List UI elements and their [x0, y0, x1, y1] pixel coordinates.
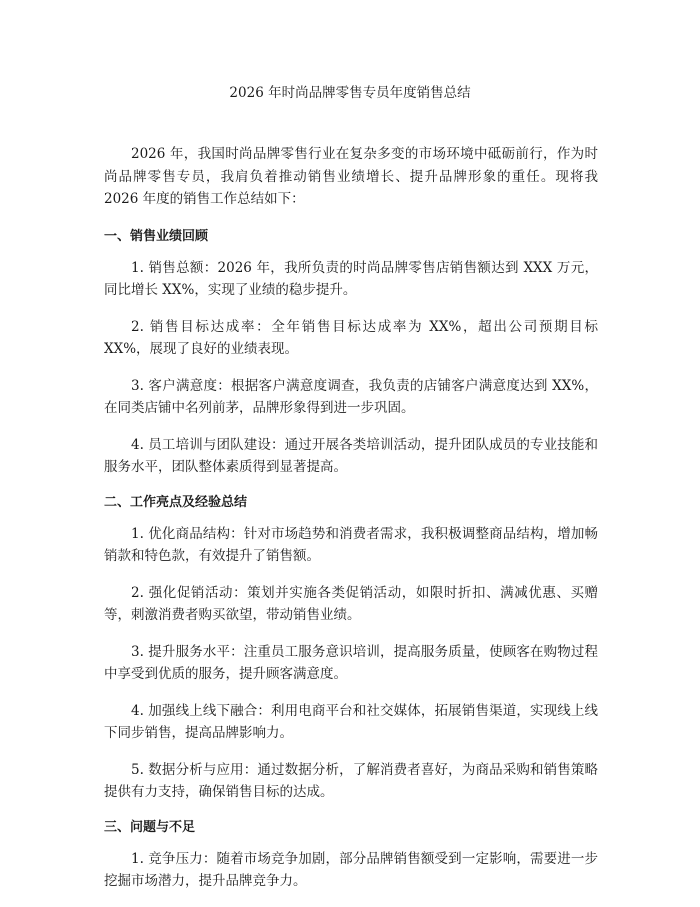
section-heading: 二、工作亮点及经验总结 [104, 494, 248, 510]
list-item: 1. 优化商品结构：针对市场趋势和消费者需求，我积极调整商品结构，增加畅销款和特色款，有效提升了销售额。 [104, 525, 598, 564]
intro-paragraph: 2026 年，我国时尚品牌零售行业在复杂多变的市场环境中砥砺前行，作为时尚品牌零售专员，我肩负着推动销售业绩增长、提升品牌形象的重任。现将我 2026 年度的销售工作总结如下： [104, 146, 598, 207]
section-sales-review [104, 227, 598, 479]
list-item: 1. 销售总额：2026 年，我所负责的时尚品牌零售店销售额达到 XXX 万元，同比增长 XX%，实现了业绩的稳步提升。 [104, 259, 598, 298]
section-heading: 一、销售业绩回顾 [104, 228, 209, 244]
section-problems [104, 818, 598, 893]
section-highlights [104, 493, 598, 804]
list-item: 5. 数据分析与应用：通过数据分析，了解消费者喜好，为商品采购和销售策略提供有力支持，确保销售目标的达成。 [104, 761, 598, 800]
section-heading: 三、问题与不足 [104, 819, 196, 835]
list-item: 2. 强化促销活动：策划并实施各类促销活动，如限时折扣、满减优惠、买赠等，刺激消费者购买欲望，带动销售业绩。 [104, 584, 598, 623]
list-item: 4. 加强线上线下融合：利用电商平台和社交媒体，拓展销售渠道，实现线上线下同步销售，提高品牌影响力。 [104, 702, 598, 741]
list-item: 1. 竞争压力：随着市场竞争加剧，部分品牌销售额受到一定影响，需要进一步挖掘市场潜力，提升品牌竞争力。 [104, 850, 598, 889]
list-item: 2. 销售目标达成率：全年销售目标达成率为 XX%，超出公司预期目标 XX%，展现了良好的业绩表现。 [104, 318, 598, 357]
document-body [104, 143, 598, 907]
list-item: 3. 客户满意度：根据客户满意度调查，我负责的店铺客户满意度达到 XX%，在同类店铺中名列前茅，品牌形象得到进一步巩固。 [104, 377, 598, 416]
list-item: 3. 提升服务水平：注重员工服务意识培训，提高服务质量，使顾客在购物过程中享受到优质的服务，提升顾客满意度。 [104, 643, 598, 682]
list-item: 4. 员工培训与团队建设：通过开展各类培训活动，提升团队成员的专业技能和服务水平，团队整体素质得到显著提高。 [104, 436, 598, 475]
document-title: 2026 年时尚品牌零售专员年度销售总结 [229, 85, 471, 101]
